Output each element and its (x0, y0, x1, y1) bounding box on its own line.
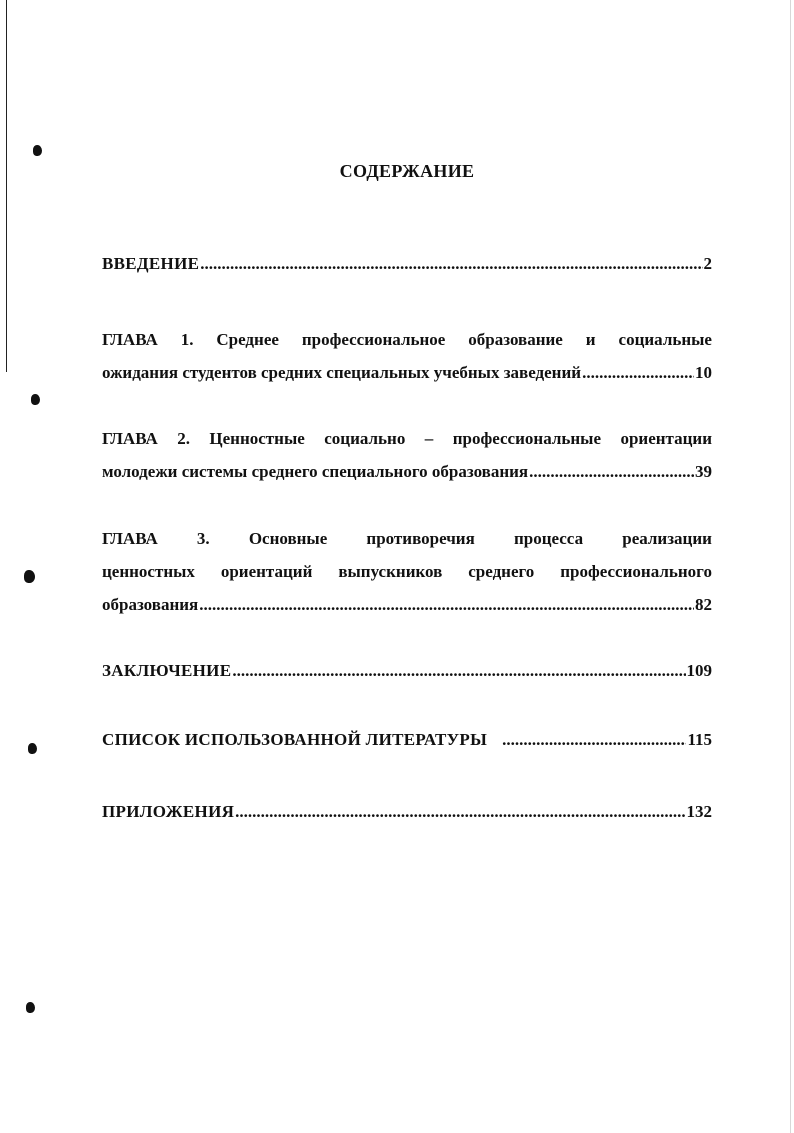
toc-entry-line: ГЛАВА 2. Ценностные социально – профессиональные ориентации (102, 429, 712, 448)
toc-page-number: 132 (686, 802, 712, 821)
dot-leader (502, 723, 686, 756)
toc-entry-bibliography (102, 723, 712, 756)
toc-page-number: 82 (695, 595, 712, 614)
toc-entry-appendices (102, 795, 712, 828)
toc-page-number: 2 (703, 254, 712, 273)
punch-hole-mark (33, 145, 42, 156)
dot-leader (235, 795, 685, 828)
toc-entry-label: ЗАКЛЮЧЕНИЕ (102, 661, 232, 680)
toc-entry-chapter-3 (102, 522, 712, 621)
toc-page-number: 10 (695, 363, 712, 382)
toc-entry-label: ПРИЛОЖЕНИЯ (102, 802, 235, 821)
toc-entry-chapter-1 (102, 323, 712, 389)
punch-hole-mark (31, 394, 40, 405)
dot-leader (582, 356, 694, 389)
dot-leader (200, 247, 702, 280)
toc-page-number: 109 (686, 661, 712, 680)
toc-entry-line (102, 455, 712, 488)
binding-line (6, 0, 7, 372)
punch-hole-mark (28, 743, 37, 754)
toc-entry-label: ожидания студентов средних специальных учебных заведений (102, 363, 582, 382)
toc-entry-conclusion (102, 654, 712, 687)
toc-entry-label: СПИСОК ИСПОЛЬЗОВАННОЙ ЛИТЕРАТУРЫ (102, 730, 488, 749)
toc-entry-label: образования (102, 595, 199, 614)
punch-hole-mark (26, 1002, 35, 1013)
punch-hole-mark (24, 570, 35, 583)
toc-entry-line (102, 588, 712, 621)
toc-entry-chapter-2 (102, 422, 712, 488)
toc-entry-introduction (102, 247, 712, 280)
toc-entry-label: молодежи системы среднего специального образования (102, 462, 529, 481)
toc-entry-line: ГЛАВА 3. Основные противоречия процесса реализации (102, 529, 712, 548)
toc-entry-line: ценностных ориентаций выпускников среднего профессионального (102, 562, 712, 581)
toc-page-number: 39 (695, 462, 712, 481)
toc-entry-line (102, 356, 712, 389)
dot-leader (232, 654, 685, 687)
dot-leader (199, 588, 694, 621)
toc-entry-label: ВВЕДЕНИЕ (102, 254, 200, 273)
page-title: СОДЕРЖАНИЕ (339, 161, 475, 181)
toc-entry-line: ГЛАВА 1. Среднее профессиональное образование и социальные (102, 330, 712, 349)
dot-leader (529, 455, 694, 488)
toc-page-number: 115 (687, 730, 712, 749)
